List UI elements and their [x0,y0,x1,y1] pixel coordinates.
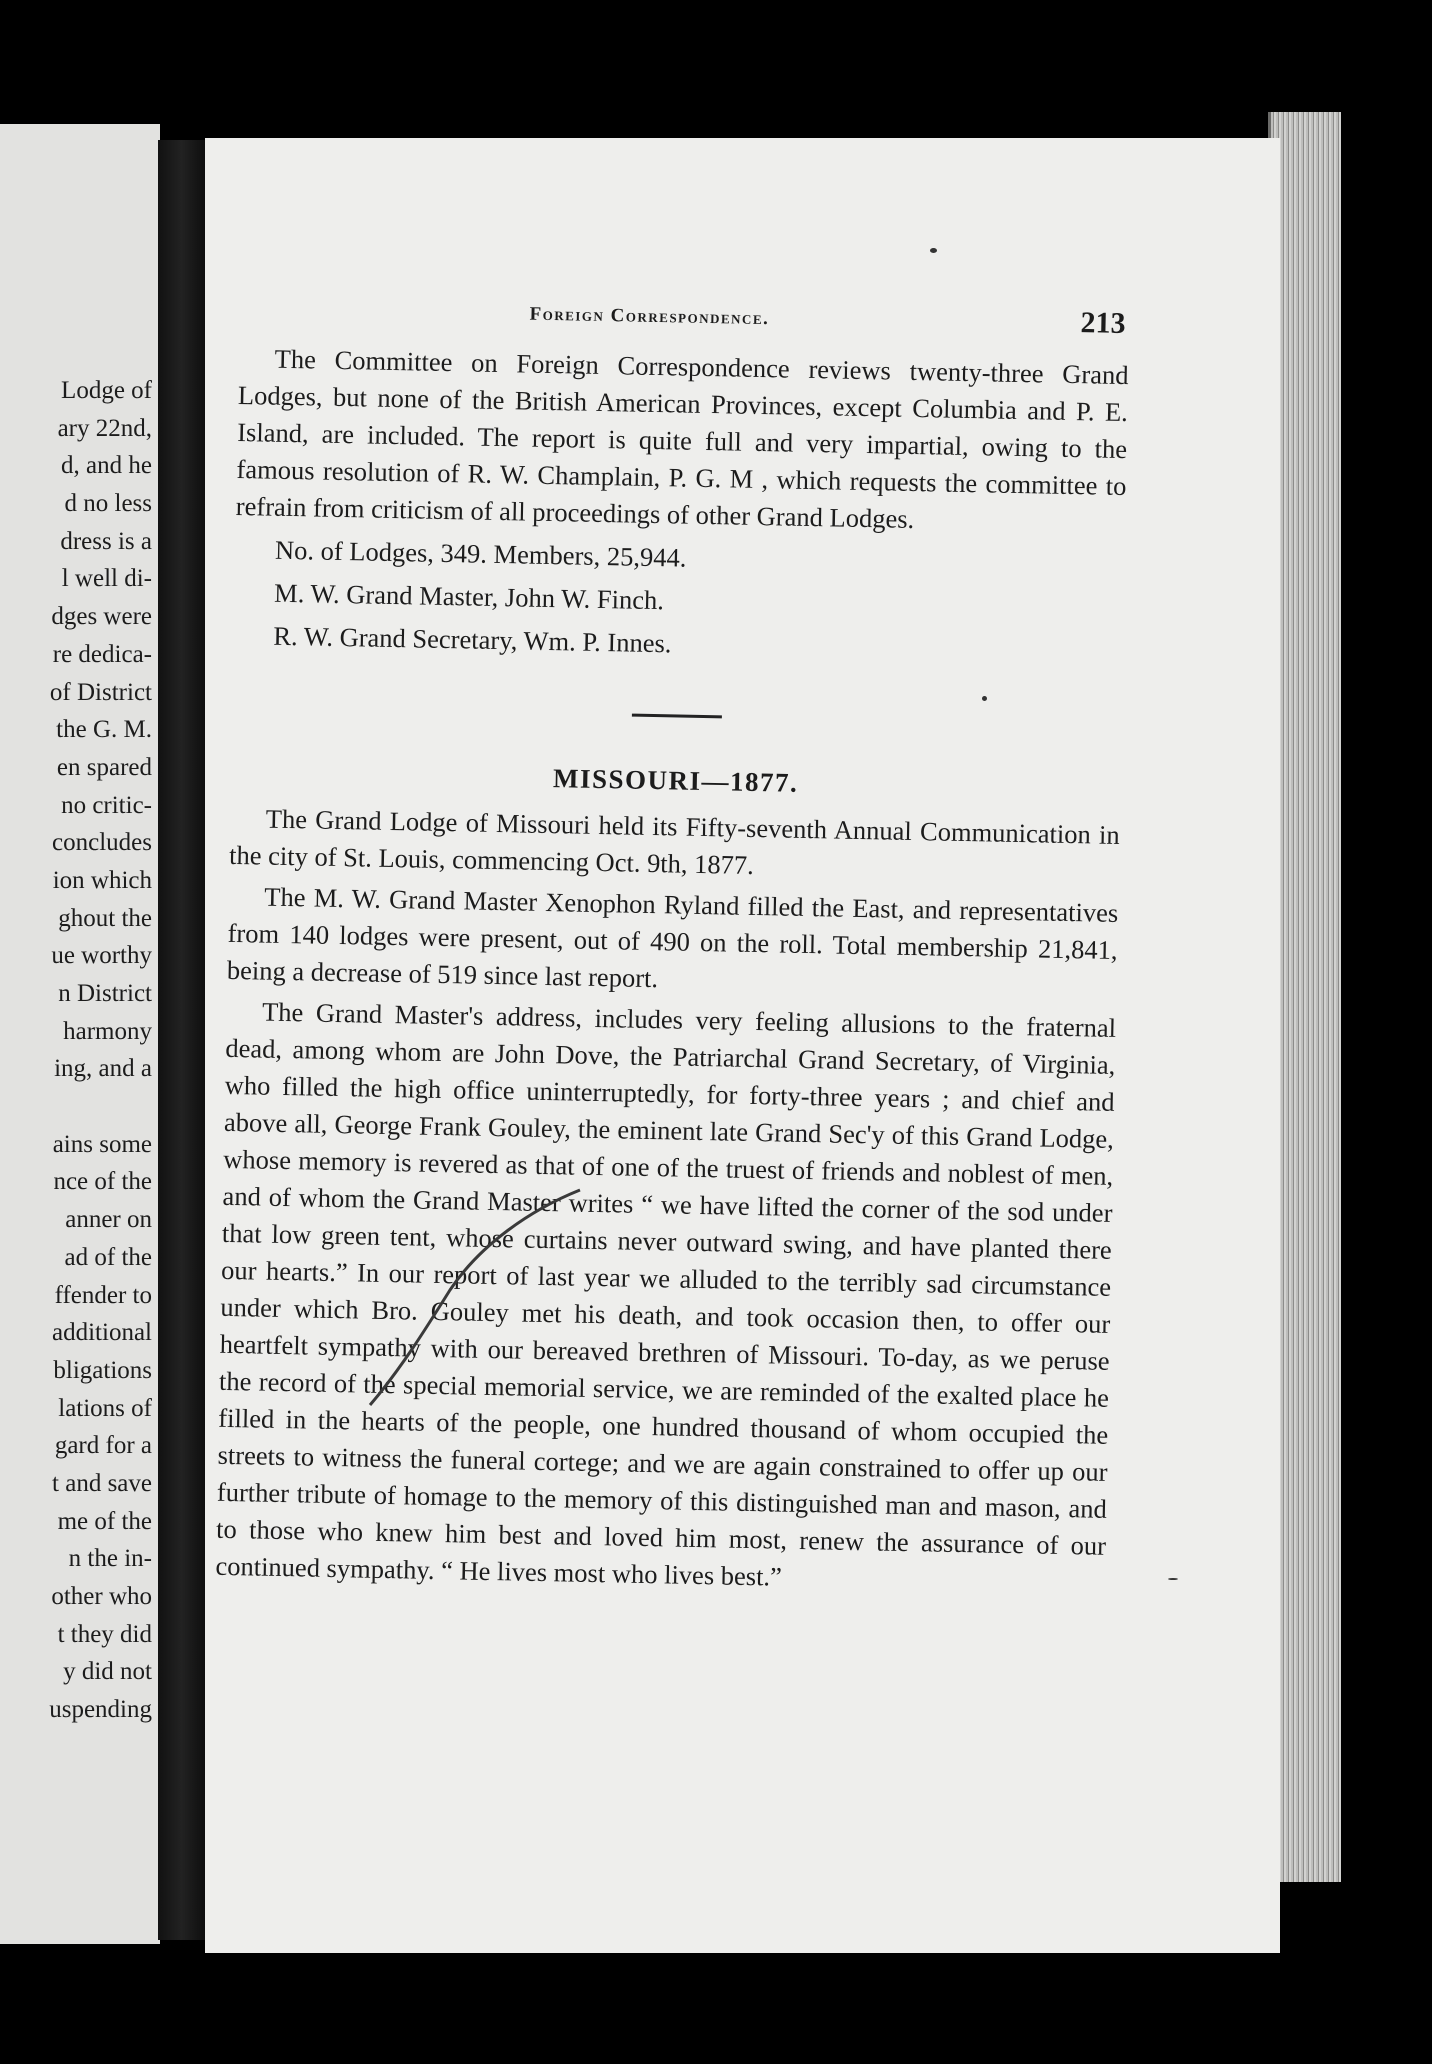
previous-page-line: l well di- [61,565,152,593]
previous-page-line: ing, and a [54,1055,152,1083]
previous-page-line: me of the [57,1507,152,1535]
previous-page-line: harmony [63,1017,152,1045]
grand-master-line: M. W. Grand Master, John W. Finch. [273,577,665,616]
pencil-mark [330,1170,630,1430]
previous-page-line: t and save [52,1469,152,1497]
previous-page-line: lations of [58,1394,152,1422]
previous-page-line: no critic- [61,791,152,819]
scan-speck [930,248,937,253]
section-paragraph: The Grand Lodge of Missouri held its Fifty-seventh Annual Communication in the city of St. Louis, commencing Oct. 9th, 1877. [228,803,1120,880]
grand-secretary-line: R. W. Grand Secretary, Wm. P. Innes. [273,620,672,659]
previous-page-line [49,1088,152,1126]
page-number: 213 [1080,306,1126,341]
previous-page-line: other who [51,1583,152,1610]
section-paragraph: The M. W. Grand Master Xenophon Ryland filled the East, and representatives from 140 lodges were present, out of 490 on the roll. Total membership 21,841, being a decrease of 519 since last report. [226,881,1119,994]
running-head-title: Foreign Correspondence. [529,303,770,330]
previous-page-line: ue worthy [51,942,152,970]
previous-page-line: t they did [57,1620,152,1648]
intro-paragraph: The Committee on Foreign Correspondence reviews twenty-three Grand Lodges, but none of the British American Provinces, except Columbia and P. E. Island, are included. The report is quite full and very impartial, owing to the famous resolution of R. W. Champlain, P. G. M , which requests the committee to refrain from criticism of all proceedings of other Grand Lodges. [235,343,1129,534]
book-gutter [158,140,210,1940]
previous-page-line: ion which [52,866,152,894]
previous-page-line: nce of the [53,1168,152,1196]
previous-page-line: uspending [49,1696,152,1724]
previous-page-line: concludes [52,829,152,857]
section-heading: MISSOURI—1877. [552,763,799,798]
previous-page-line: dress is a [60,527,152,555]
previous-page-line: anner on [65,1206,152,1234]
previous-page-line: gard for a [54,1432,152,1460]
previous-page-line: n the in- [68,1545,152,1573]
previous-page-line: dges were [51,603,152,631]
previous-page-line: ghout the [58,904,152,932]
previous-page-line: bligations [53,1356,152,1384]
previous-page-line: Lodge of [61,377,152,404]
lodges-statistic: No. of Lodges, 349. Members, 25,944. [274,534,687,573]
section-divider [632,714,722,719]
previous-page-line: n District [58,980,152,1007]
previous-page-text [49,372,152,1729]
previous-page-line: re dedica- [52,640,152,668]
previous-page-line: the G. M. [56,716,152,744]
previous-page-line: ad of the [64,1243,152,1271]
previous-page [0,124,160,1944]
previous-page-line: d no less [64,490,152,518]
section-paragraph: The Grand Master's address, includes very feeling allusions to the fraternal dead, among whom are John Dove, the Patriarchal Grand Secretary, of Virginia, who filled the high office uninterruptedly, for forty-three years ; and chief and above all, George Frank Gouley, the eminent late Grand Sec'y of this Grand Lodge, whose memory is revered as that of one of the truest of friends and noblest of men, and of whom the Grand Master writes “ we have lifted the corner of the sod under that low green tent, whose curtains never outward swing, and have planted there our hearts.” In our report of last year we alluded to the terribly sad circumstance under which Bro. Gouley met his death, and took occasion then, to offer our heartfelt sympathy with our bereaved brethren of Missouri. To-day, as we peruse the record of the special memorial service, we are reminded of the exalted place he filled in the hearts of the people, one hundred thousand of whom occupied the streets to witness the funeral cortege; and we are again constrained to offer up our further tribute of homage to the memory of this distinguished man and mason, and to those who knew him best and loved him most, renew the assurance of our continued sympathy. “ He lives most who lives best.” [215,996,1117,1592]
scan-speck [982,696,987,701]
previous-page-line: of District [49,678,152,706]
previous-page-line: ary 22nd, [57,414,152,442]
previous-page-line: additional [52,1319,152,1347]
previous-page-line: ffender to [54,1281,152,1309]
previous-page-line: d, and he [61,452,152,480]
previous-page-line: ains some [52,1130,152,1158]
scan-speck [1168,1578,1178,1580]
previous-page-line: y did not [63,1658,152,1686]
previous-page-line: en spared [56,753,152,781]
